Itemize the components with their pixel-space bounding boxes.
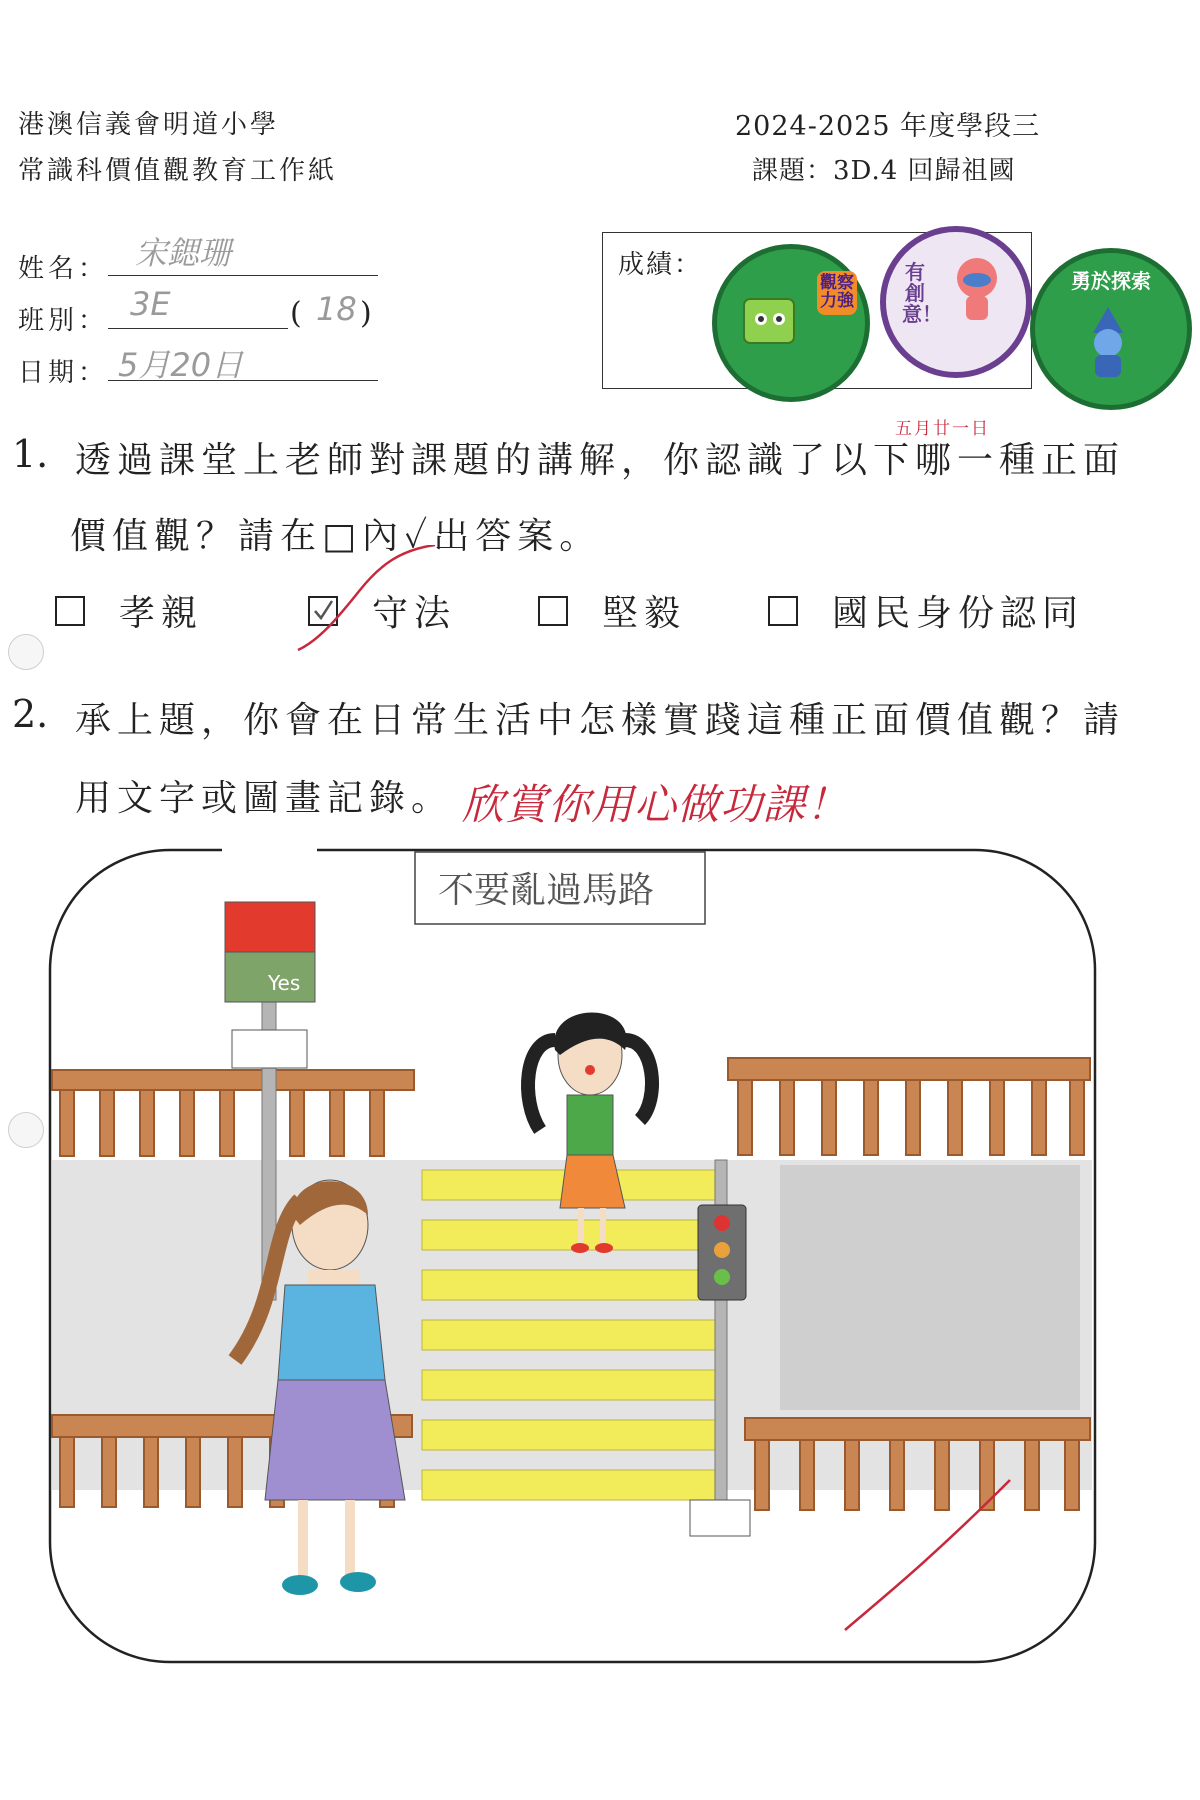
class-no-close: ): [360, 296, 372, 331]
name-line: [108, 275, 378, 276]
option-label: 國民身份認同: [832, 593, 1085, 634]
year-term: 2024-2025 年度學段三: [735, 111, 1041, 142]
worksheet-title: 常識科價值觀教育工作紙: [18, 156, 338, 186]
school-name: 港澳信義會明道小學: [18, 110, 280, 140]
sticker-creative-label: 有創意！: [902, 260, 942, 326]
road-far-side: [780, 1165, 1080, 1410]
class-number: 18: [316, 290, 357, 328]
question-1-number: 1.: [12, 432, 49, 476]
sticker-observant-label: 觀察力強: [817, 271, 857, 315]
explorer-icon: [1073, 303, 1143, 383]
no-jaywalking-sign: [415, 852, 705, 924]
sticker-observant: [712, 244, 870, 402]
grade-label: 成績：: [618, 250, 703, 280]
option-checkbox[interactable]: [538, 596, 568, 626]
option-filial-piety[interactable]: [55, 585, 203, 636]
robot-icon: [739, 289, 809, 359]
student-drawing: [0, 840, 1200, 1680]
teacher-comment: 欣賞你用心做功課！: [462, 780, 850, 829]
option-checkbox[interactable]: [55, 596, 85, 626]
name-label: 姓名：: [18, 254, 109, 284]
name-value: 宋鍶珊: [135, 234, 232, 272]
signal-yes-text: Yes: [268, 971, 301, 995]
option-label: 守法: [372, 593, 457, 634]
option-perseverance[interactable]: [538, 585, 686, 636]
class-label: 班別：: [18, 306, 109, 336]
sign-text: 不要亂過馬路: [438, 870, 655, 911]
class-value: 3E: [130, 285, 171, 323]
teacher-date-stamp: 五月廿一日: [895, 419, 990, 439]
binder-hole: [8, 634, 44, 670]
zebra-crossing: [422, 1170, 722, 1500]
option-label: 孝親: [119, 593, 204, 634]
option-national-identity[interactable]: [768, 585, 1084, 636]
option-label: 堅毅: [602, 593, 687, 634]
question-1-line-2: 價值觀？請在□內✓出答案。: [70, 516, 602, 557]
option-checkbox[interactable]: [768, 596, 798, 626]
teacher-tick-icon: [290, 545, 440, 655]
question-2-line-2: 用文字或圖畫記錄。: [75, 778, 454, 819]
date-label: 日期：: [18, 358, 109, 388]
question-2-line-1: 承上題，你會在日常生活中怎樣實踐這種正面價值觀？請: [75, 700, 1126, 741]
question-2-number: 2.: [12, 692, 49, 736]
question-1-line-1: 透過課堂上老師對課題的講解，你認識了以下哪一種正面: [75, 440, 1126, 481]
topic: 課題：3D.4 回歸祖國: [752, 156, 1016, 186]
date-value: 5月20日: [118, 346, 244, 384]
sticker-explorer-label: 勇於探索: [1071, 269, 1151, 293]
class-line: [108, 328, 288, 329]
sticker-creative: [880, 226, 1032, 378]
sticker-explorer: [1030, 248, 1192, 410]
top-right-railing: [728, 1058, 1090, 1155]
mascot-icon: [942, 250, 1012, 330]
class-no-open: (: [290, 296, 302, 331]
